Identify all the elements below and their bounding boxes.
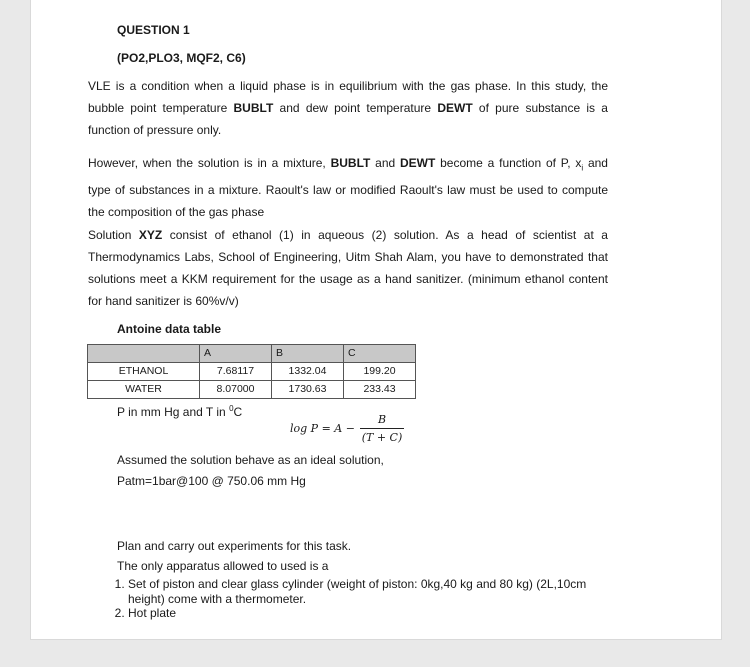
equation-lhs: log P = A − (290, 422, 355, 435)
task-line-1: Plan and carry out experiments for this task. (117, 539, 352, 553)
antoine-cell-c: 199.20 (344, 363, 416, 381)
equation-numerator: B (377, 413, 387, 426)
intro-paragraph-1: VLE is a condition when a liquid phase is in equilibrium with the gas phase. In this study, the bubble point temperature BUBLT and dew point temperature DEWT of pure substance is a function of pressure only. (88, 79, 608, 137)
antoine-units: P in mm Hg and T in $^0$C (117, 404, 243, 419)
assumption-line-2: Patm=1bar@100 @ 750.06 mm Hg (117, 474, 306, 488)
antoine-cell-a: 7.68117 (200, 363, 272, 381)
intro-paragraph-2: However, when the solution is in a mixture, BUBLT and DEWT become a function of P, $x_i$ and type of substances in a mixture. Raoult's law or modified Raoult's law must be used to compute the composition of the gas phase (88, 156, 608, 220)
antoine-cell-name: WATER (88, 381, 200, 399)
equation-denominator: (T + C) (361, 431, 403, 444)
fraction-bar (360, 428, 404, 429)
apparatus-list (88, 577, 608, 621)
antoine-cell-c: 233.43 (344, 381, 416, 399)
equation-fraction (360, 413, 404, 444)
question-codes: (PO2,PLO3, MQF2, C6) (117, 51, 246, 65)
list-item: 1. Set of piston and clear glass cylinder (weight of piston: 0kg,40 kg and 80 kg) (2L,10cm height) come with a thermometer. (128, 577, 608, 606)
antoine-row-ethanol (88, 363, 416, 381)
question-title: QUESTION 1 (117, 23, 190, 37)
antoine-header-row (88, 345, 416, 363)
list-item: 2. Hot plate (128, 606, 608, 621)
assumption-line-1: Assumed the solution behave as an ideal solution, (117, 453, 384, 467)
antoine-cell-b: 1730.63 (272, 381, 344, 399)
antoine-row-water (88, 381, 416, 399)
antoine-cell-b: 1332.04 (272, 363, 344, 381)
antoine-table (87, 344, 416, 399)
antoine-header-c: C (344, 345, 416, 363)
antoine-header-name (88, 345, 200, 363)
antoine-header-b: B (272, 345, 344, 363)
antoine-header-a: A (200, 345, 272, 363)
intro-paragraph-3: Solution XYZ consist of ethanol (1) in aqueous (2) solution. As a head of scientist at a Thermodynamics Labs, School of Engineering, Uitm Shah Alam, you have to demonstrated that solutions meet a KKM requirement for the usage as a hand sanitizer. (minimum ethanol content for hand sanitizer is 60%v/v) (88, 228, 608, 308)
antoine-cell-a: 8.07000 (200, 381, 272, 399)
task-line-2: The only apparatus allowed to used is a (117, 559, 329, 573)
antoine-cell-name: ETHANOL (88, 363, 200, 381)
antoine-heading: Antoine data table (117, 322, 222, 336)
